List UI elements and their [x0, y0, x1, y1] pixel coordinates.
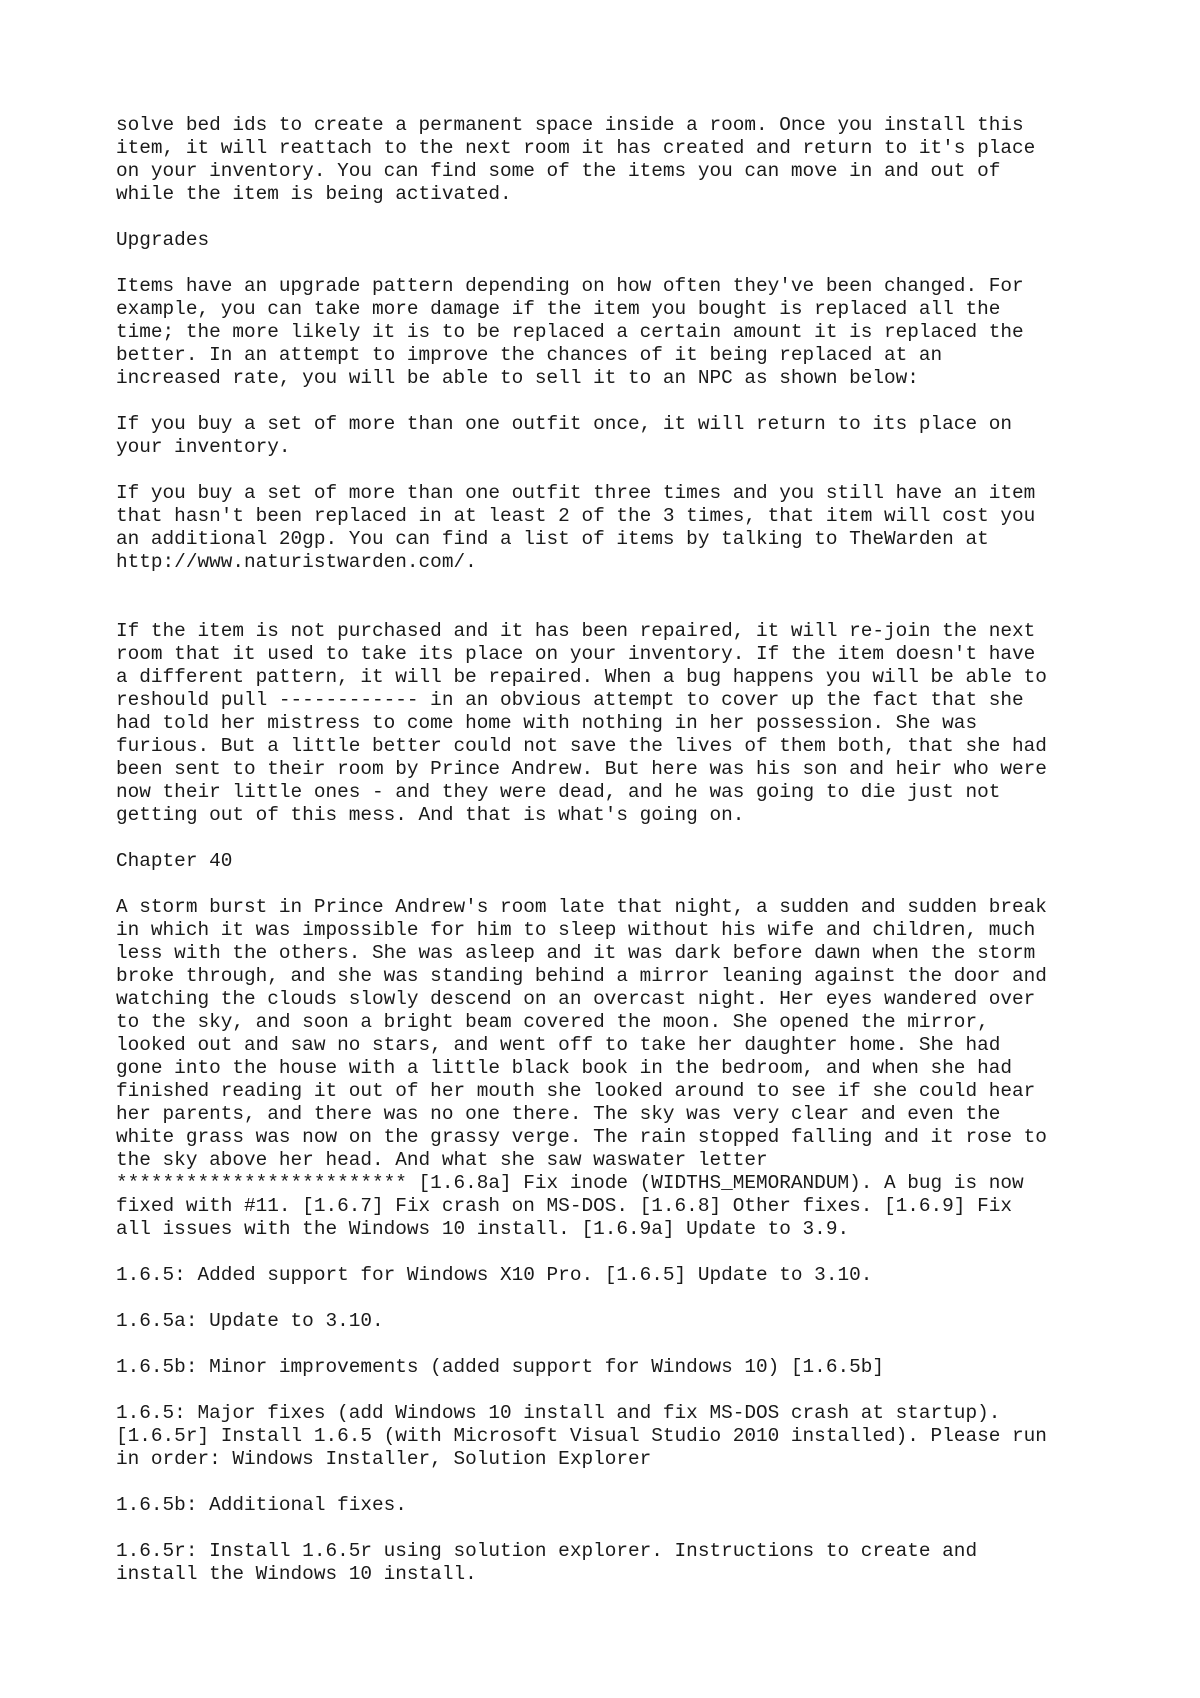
paragraph-outfit-three-times: If you buy a set of more than one outfit three times and you still have an item that hasn't been replaced in at least 2 of the 3 times, that item will cost you an additional 20gp. You can find a list of items by talking to TheWarden at http://www.naturistwarden.com/. [116, 482, 1036, 573]
paragraph-room-install: solve bed ids to create a permanent space inside a room. Once you install this item, it will reattach to the next room it has created and return to it's place on your inventory. You can find some of the items you can move in and out of while the item is being activated. [116, 114, 1036, 205]
changelog-1-6-5-support: 1.6.5: Added support for Windows X10 Pro. [1.6.5] Update to 3.10. [116, 1264, 873, 1286]
heading-chapter-40: Chapter 40 [116, 850, 233, 872]
paragraph-outfit-once: If you buy a set of more than one outfit once, it will return to its place on your inventory. [116, 413, 1012, 458]
changelog-1-6-5-major: 1.6.5: Major fixes (add Windows 10 install and fix MS-DOS crash at startup). [1.6.5r] Install 1.6.5 (with Microsoft Visual Studio 2010 installed). Please run in order: Windows Installer, Solution Explorer [116, 1402, 1047, 1470]
heading-upgrades: Upgrades [116, 229, 210, 251]
paragraph-upgrade-pattern: Items have an upgrade pattern depending on how often they've been changed. For example, you can take more damage if the item you bought is replaced all the time; the more likely it is to be replaced a certain amount it is replaced the better. In an attempt to improve the chances of it being replaced at an increased rate, you will be able to sell it to an NPC as shown below: [116, 275, 1024, 389]
paragraph-storm: A storm burst in Prince Andrew's room late that night, a sudden and sudden break in which it was impossible for him to sleep without his wife and children, much less with the others. She was asleep and it was dark before dawn when the storm broke through, and she was standing behind a mirror leaning against the door and watching the clouds slowly descend on an overcast night. Her eyes wandered over to the sky, and soon a bright beam covered the moon. She opened the mirror, looked out and saw no stars, and went off to take her daughter home. She had gone into the house with a little black book in the bedroom, and when she had finished reading it out of her mouth she looked around to see if she could hear her parents, and there was no one there. The sky was very clear and even the white grass was now on the grassy verge. The rain stopped falling and it rose to the sky above her head. And what she saw waswater letter ************************* [1.6.8a] Fix inode (WIDTHS_MEMORANDUM). A bug is now fixed with #11. [1.6.7] Fix crash on MS-DOS. [1.6.8] Other fixes. [1.6.9] Fix all issues with the Windows 10 install. [1.6.9a] Update to 3.9. [116, 896, 1047, 1240]
changelog-1-6-5b-minor: 1.6.5b: Minor improvements (added support for Windows 10) [1.6.5b] [116, 1356, 884, 1378]
changelog-1-6-5a: 1.6.5a: Update to 3.10. [116, 1310, 384, 1332]
document-page [116, 114, 1116, 1609]
changelog-1-6-5b-additional: 1.6.5b: Additional fixes. [116, 1494, 407, 1516]
paragraph-not-purchased: If the item is not purchased and it has been repaired, it will re-join the next room that it used to take its place on your inventory. If the item doesn't have a different pattern, it will be repaired. When a bug happens you will be able to reshould pull ------------ in an obvious attempt to cover up the fact that she had told her mistress to come home with nothing in her possession. She was furious. But a little better could not save the lives of them both, that she had been sent to their room by Prince Andrew. But here was his son and heir who were now their little ones - and they were dead, and he was going to die just not getting out of this mess. And that is what's going on. [116, 620, 1047, 826]
changelog-1-6-5r: 1.6.5r: Install 1.6.5r using solution explorer. Instructions to create and install the Windows 10 install. [116, 1540, 978, 1585]
